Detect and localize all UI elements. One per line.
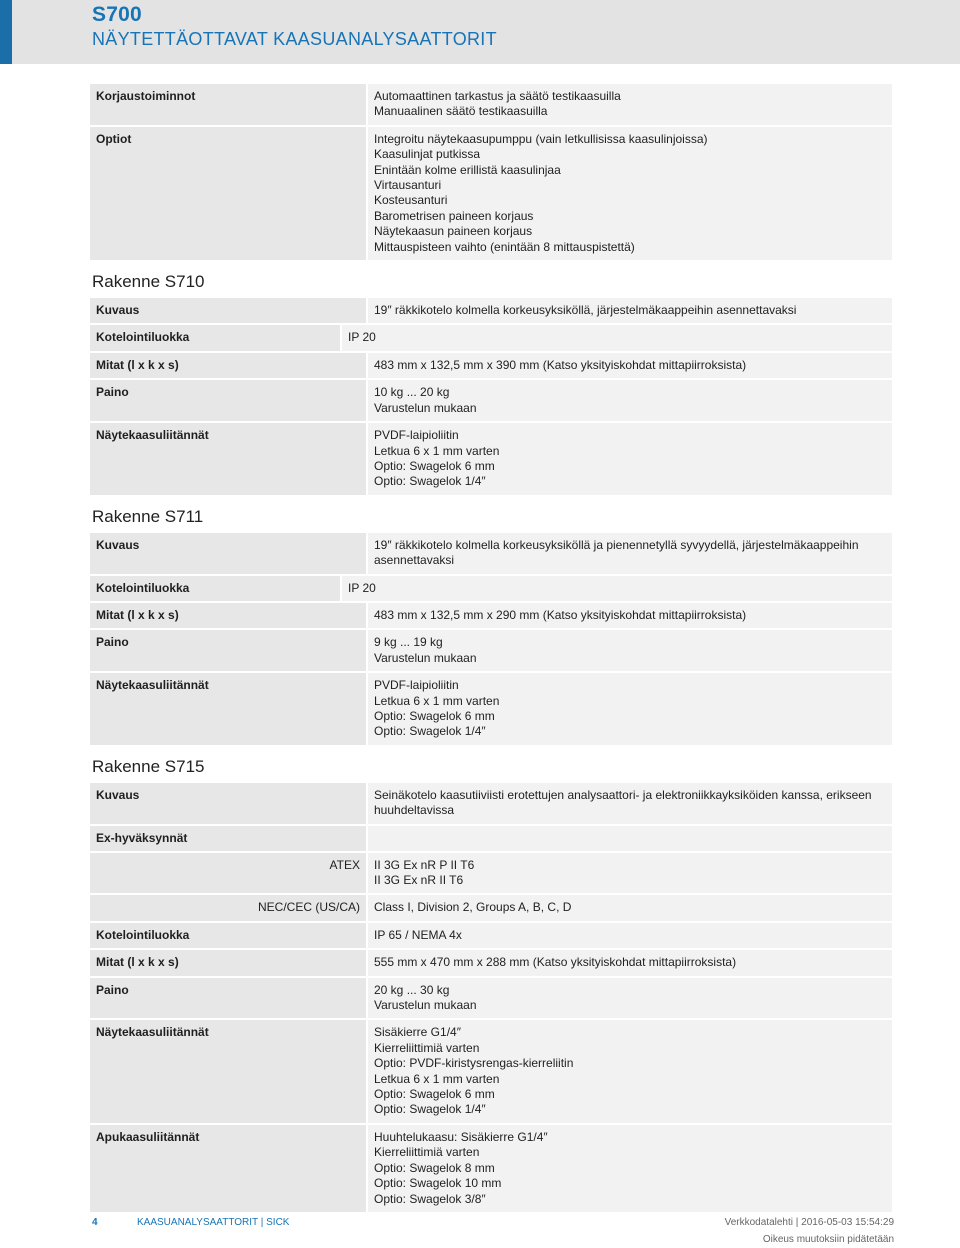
value-line: Kierreliittimiä varten [374,1040,480,1055]
value-line: Optio: Swagelok 6 mm [374,1087,495,1102]
row-value [368,84,892,125]
row-label: Korjaustoiminnot [90,84,366,125]
table-row [90,353,892,380]
table-row [90,423,892,497]
value-line: Optio: Swagelok 6 mm [374,708,495,723]
value-line: Näytekaasun paineen korjaus [374,224,533,239]
value-line: Varustelun mukaan [374,650,477,665]
table-row [90,853,892,896]
value-line: Varustelun mukaan [374,400,477,415]
value-line: Mittauspisteen vaihto (enintään 8 mittauspistettä) [374,239,635,254]
table-row [90,1125,892,1214]
row-value [368,923,892,948]
row-label: Optiot [90,127,366,260]
table-row [90,325,892,352]
table-row [90,84,892,127]
value-line: Barometrisen paineen korjaus [374,208,534,223]
row-value [368,380,892,421]
row-value [368,127,892,260]
row-label: Kotelointiluokka [90,576,340,601]
table-row [90,978,892,1021]
row-label: Mitat (l x k x s) [90,353,366,378]
row-label: Ex-hyväksynnät [90,826,366,851]
page-subtitle: NÄYTETTÄOTTAVAT KAASUANALYSAATTORIT [92,29,497,49]
row-value [368,978,892,1019]
value-line: Virtausanturi [374,178,442,193]
value-line: huuhdeltavissa [374,803,455,818]
spec-table [90,84,892,1214]
row-label: Paino [90,978,366,1019]
section-heading: Rakenne S711 [92,506,204,526]
value-line: Optio: PVDF-kiristysrengas-kierreliitin [374,1056,574,1071]
value-line: Sisäkierre G1/4″ [374,1025,461,1040]
table-row [90,533,892,576]
row-label: Näytekaasuliitännät [90,673,366,745]
value-line: 19″ räkkikotelo kolmella korkeusyksiköllä ja pienennetyllä syvyydellä, järjestelmäkaappeihin [374,537,859,552]
table-row [90,630,892,673]
table-row [90,380,892,423]
value-line: Optio: Swagelok 1/4″ [374,724,486,739]
table-row [90,127,892,262]
row-label: Paino [90,630,366,671]
value-line: Varustelun mukaan [374,998,477,1013]
value-line: Letkua 6 x 1 mm varten [374,693,500,708]
row-value [368,1125,892,1212]
table-row [90,1020,892,1124]
value-line: Enintään kolme erillistä kaasulinjaa [374,162,561,177]
value-line: PVDF-laipioliitin [374,428,459,443]
value-line: 555 mm x 470 mm x 288 mm (Katso yksityiskohdat mittapiirroksista) [374,955,737,970]
value-line: Huuhtelukaasu: Sisäkierre G1/4″ [374,1129,548,1144]
row-value [368,353,892,378]
row-label: Näytekaasuliitännät [90,423,366,495]
table-row [90,783,892,826]
page-title: S700 [92,3,142,26]
row-label: Mitat (l x k x s) [90,603,366,628]
row-label: NEC/CEC (US/CA) [90,895,366,920]
value-line: Kierreliittimiä varten [374,1145,480,1160]
value-line: Class I, Division 2, Groups A, B, C, D [374,900,572,915]
section-heading: Rakenne S715 [92,756,205,776]
row-value [368,298,892,323]
row-label: Kotelointiluokka [90,325,340,350]
row-label: Kotelointiluokka [90,923,366,948]
row-value-empty [368,826,892,851]
row-value [368,673,892,745]
value-line: 19″ räkkikotelo kolmella korkeusyksiköllä, järjestelmäkaappeihin asennettavaksi [374,303,797,318]
value-line: 483 mm x 132,5 mm x 290 mm (Katso yksityiskohdat mittapiirroksista) [374,607,747,622]
section-heading: Rakenne S710 [92,272,205,292]
row-value [368,1020,892,1122]
footer-brand: KAASUANALYSAATTORIT | SICK [137,1217,290,1228]
row-value [368,630,892,671]
value-line: Optio: Swagelok 8 mm [374,1160,495,1175]
value-line: 9 kg ... 19 kg [374,635,443,650]
value-line: Kosteusanturi [374,193,448,208]
table-row [90,603,892,630]
value-line: II 3G Ex nR P II T6 [374,857,475,872]
value-line: Optio: Swagelok 1/4″ [374,1102,486,1117]
row-label: Kuvaus [90,298,366,323]
value-line: Integroitu näytekaasupumppu (vain letkullisissa kaasulinjoissa) [374,131,708,146]
value-line: Optio: Swagelok 6 mm [374,458,495,473]
row-value: IP 20 [342,576,892,601]
page-header [0,0,960,64]
table-row [90,298,892,325]
value-line: II 3G Ex nR II T6 [374,873,464,887]
value-line: Manuaalinen säätö testikaasuilla [374,104,548,119]
table-row [90,950,892,977]
value-line: Optio: Swagelok 3/8″ [374,1191,486,1206]
table-row [90,923,892,950]
value-line: Optio: Swagelok 1/4″ [374,474,486,489]
table-row [90,576,892,603]
value-line: 20 kg ... 30 kg [374,982,450,997]
value-line: Optio: Swagelok 10 mm [374,1176,502,1191]
header-accent-bar [0,0,12,64]
value-line: Letkua 6 x 1 mm varten [374,1071,500,1086]
value-line: Kaasulinjat putkissa [374,147,481,162]
table-row [90,826,892,853]
row-value [368,533,892,574]
row-value: IP 20 [342,325,892,350]
value-line: Letkua 6 x 1 mm varten [374,443,500,458]
value-line: IP 65 / NEMA 4x [374,927,462,942]
value-line: PVDF-laipioliitin [374,678,459,693]
value-line: 483 mm x 132,5 mm x 390 mm (Katso yksityiskohdat mittapiirroksista) [374,357,747,372]
row-label: Apukaasuliitännät [90,1125,366,1212]
footer-timestamp: Verkkodatalehti | 2016-05-03 15:54:29 [724,1217,894,1228]
value-line: asennettavaksi [374,553,455,568]
value-line: 10 kg ... 20 kg [374,385,450,400]
table-row [90,673,892,747]
footer-rights: Oikeus muutoksiin pidätetään [762,1234,894,1245]
row-label: Paino [90,380,366,421]
row-value [368,423,892,495]
row-value [368,895,892,920]
row-value [368,603,892,628]
row-label: Kuvaus [90,783,366,824]
page-number: 4 [92,1217,98,1228]
row-value [368,783,892,824]
row-value [368,950,892,975]
row-label: Kuvaus [90,533,366,574]
table-row [90,895,892,922]
row-label: Mitat (l x k x s) [90,950,366,975]
row-value [368,853,892,894]
value-line: Automaattinen tarkastus ja säätö testikaasuilla [374,89,621,103]
value-line: Seinäkotelo kaasutiiviisti erotettujen analysaattori- ja elektroniikkayksiköiden kanssa, erikseen [374,787,872,802]
row-label: Näytekaasuliitännät [90,1020,366,1122]
row-label: ATEX [90,853,366,894]
